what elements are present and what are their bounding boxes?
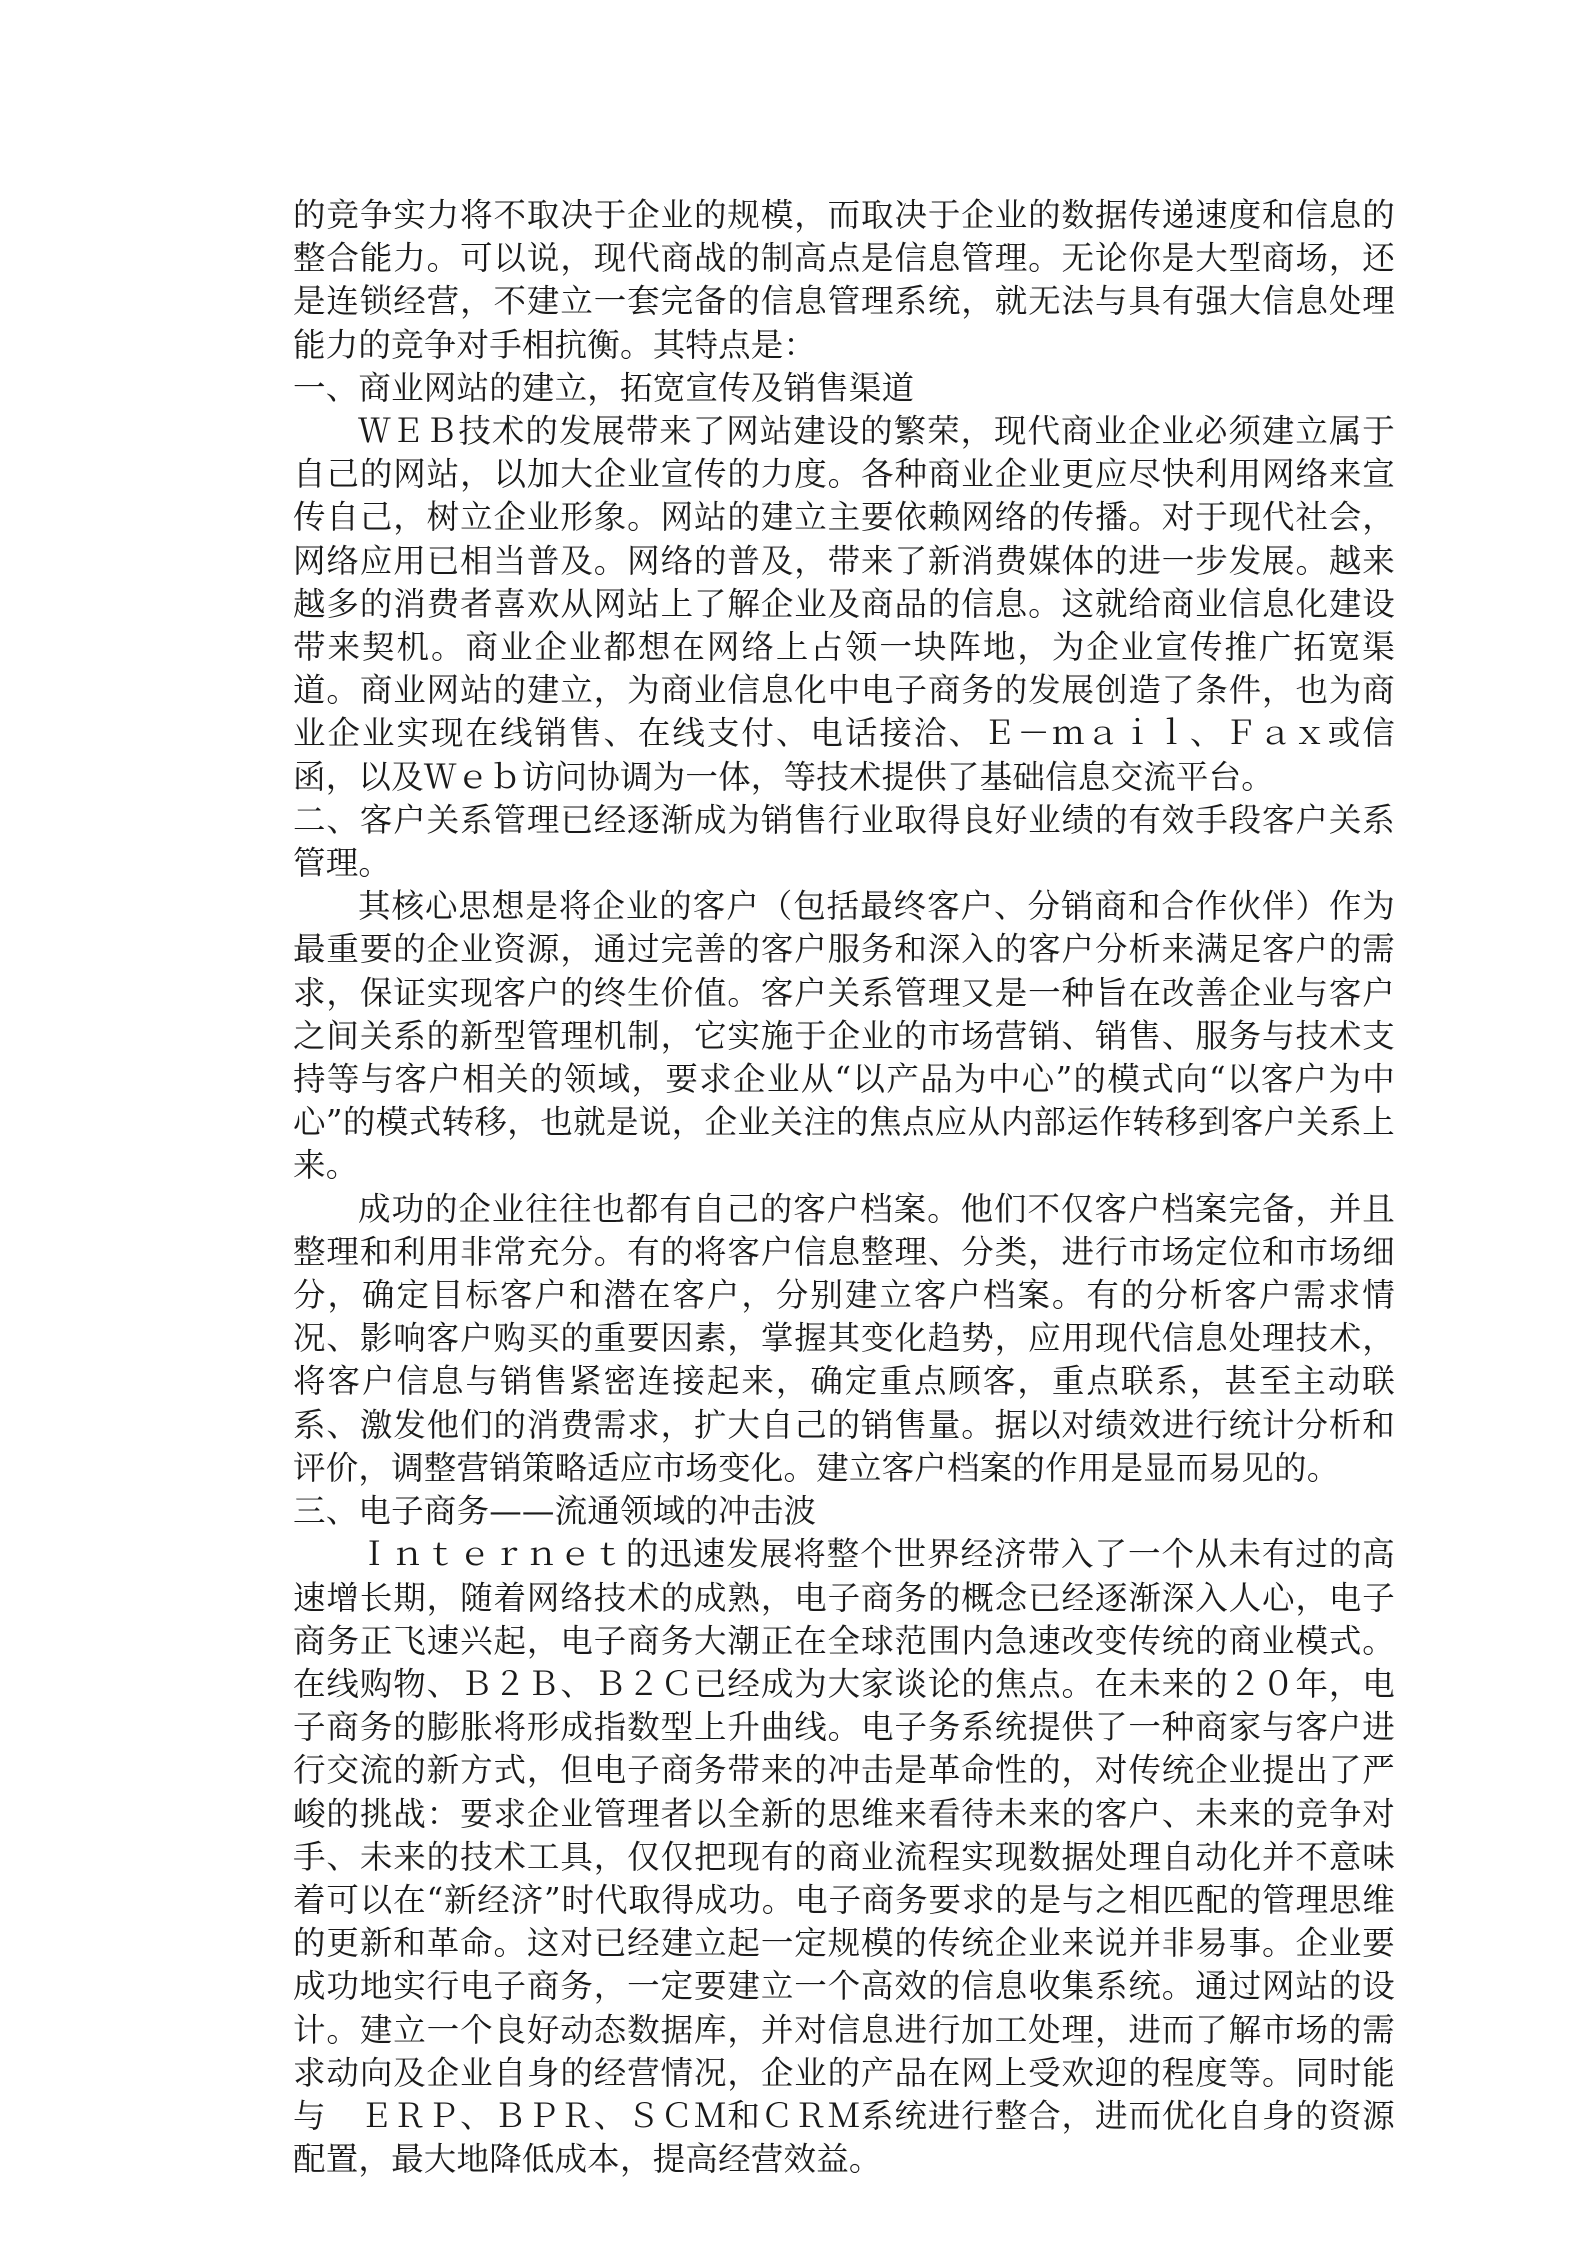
section-heading-1: 一、商业网站的建立，拓宽宣传及销售渠道	[293, 368, 915, 407]
web-paragraph: ＷＥＢ技术的发展带来了网站建设的繁荣，现代商业企业必须建立属于自己的网站，以加大企业宣传的力度。各种商业企业更应尽快利用网络来宣传自己，树立企业形象。网站的建立主要依赖网络的传播。对于现代社会，网络应用已相当普及。网络的普及，带来了新消费媒体的进一步发展。越来越多的消费者喜欢从网站上了解企业及商品的信息。这就给商业信息化建设带来契机。商业企业都想在网络上占领一块阵地，为企业宣传推广拓宽渠道。商业网站的建立，为商业信息化中电子商务的发展创造了条件，也为商业企业实现在线销售、在线支付、电话接洽、Ｅ－ｍａｉｌ、Ｆａｘ或信函，以及Ｗｅｂ访问协调为一体，等技术提供了基础信息交流平台。	[293, 412, 1395, 796]
ecommerce-paragraph: Ｉｎｔｅｒｎｅｔ的迅速发展将整个世界经济带入了一个从未有过的高速增长期，随着网络技术的成熟，电子商务的概念已经逐渐深入人心，电子商务正飞速兴起，电子商务大潮正在全球范围内急速改变传统的商业模式。在线购物、Ｂ２Ｂ、Ｂ２Ｃ已经成为大家谈论的焦点。在未来的２０年，电子商务的膨胀将形成指数型上升曲线。电子务系统提供了一种商家与客户进行交流的新方式，但电子商务带来的冲击是革命性的，对传统企业提出了严峻的挑战：要求企业管理者以全新的思维来看待未来的客户、未来的竞争对手、未来的技术工具，仅仅把现有的商业流程实现数据处理自动化并不意味着可以在“新经济”时代取得成功。电子商务要求的是与之相匹配的管理思维的更新和革命。这对已经建立起一定规模的传统企业来说并非易事。企业要成功地实行电子商务，一定要建立一个高效的信息收集系统。通过网站的设计。建立一个良好动态数据库，并对信息进行加工处理，进而了解市场的需求动向及企业自身的经营情况，企业的产品在网上受欢迎的程度等。同时能与 ＥＲＰ、ＢＰＲ、ＳＣＭ和ＣＲＭ系统进行整合，进而优化自身的资源配置，最大地降低成本，提高经营效益。	[293, 1535, 1395, 2179]
customer-file-paragraph: 成功的企业往往也都有自己的客户档案。他们不仅客户档案完备，并且整理和利用非常充分。有的将客户信息整理、分类，进行市场定位和市场细分，确定目标客户和潜在客户，分别建立客户档案。有的分析客户需求情况、影响客户购买的重要因素，掌握其变化趋势，应用现代信息处理技术，将客户信息与销售紧密连接起来，确定重点顾客，重点联系，甚至主动联系、激发他们的消费需求，扩大自己的销售量。据以对绩效进行统计分析和评价，调整营销策略适应市场变化。建立客户档案的作用是显而易见的。	[293, 1189, 1395, 1487]
crm-core-paragraph: 其核心思想是将企业的客户（包括最终客户、分销商和合作伙伴）作为最重要的企业资源，通过完善的客户服务和深入的客户分析来满足客户的需求，保证实现客户的终生价值。客户关系管理又是一种旨在改善企业与客户之间关系的新型管理机制，它实施于企业的市场营销、销售、服务与技术支持等与客户相关的领域，要求企业从“以产品为中心”的模式向“以客户为中心”的模式转移，也就是说，企业关注的焦点应从内部运作转移到客户关系上来。	[293, 887, 1395, 1185]
section-heading-2: 二、客户关系管理已经逐渐成为销售行业取得良好业绩的有效手段客户关系管理。	[293, 800, 1395, 883]
document-body	[293, 194, 1395, 2181]
section-heading-3: 三、电子商务——流通领域的冲击波	[293, 1492, 817, 1531]
intro-paragraph: 的竞争实力将不取决于企业的规模，而取决于企业的数据传递速度和信息的整合能力。可以说，现代商战的制高点是信息管理。无论你是大型商场，还是连锁经营，不建立一套完备的信息管理系统，就无法与具有强大信息处理能力的竞争对手相抗衡。其特点是：	[293, 196, 1395, 364]
